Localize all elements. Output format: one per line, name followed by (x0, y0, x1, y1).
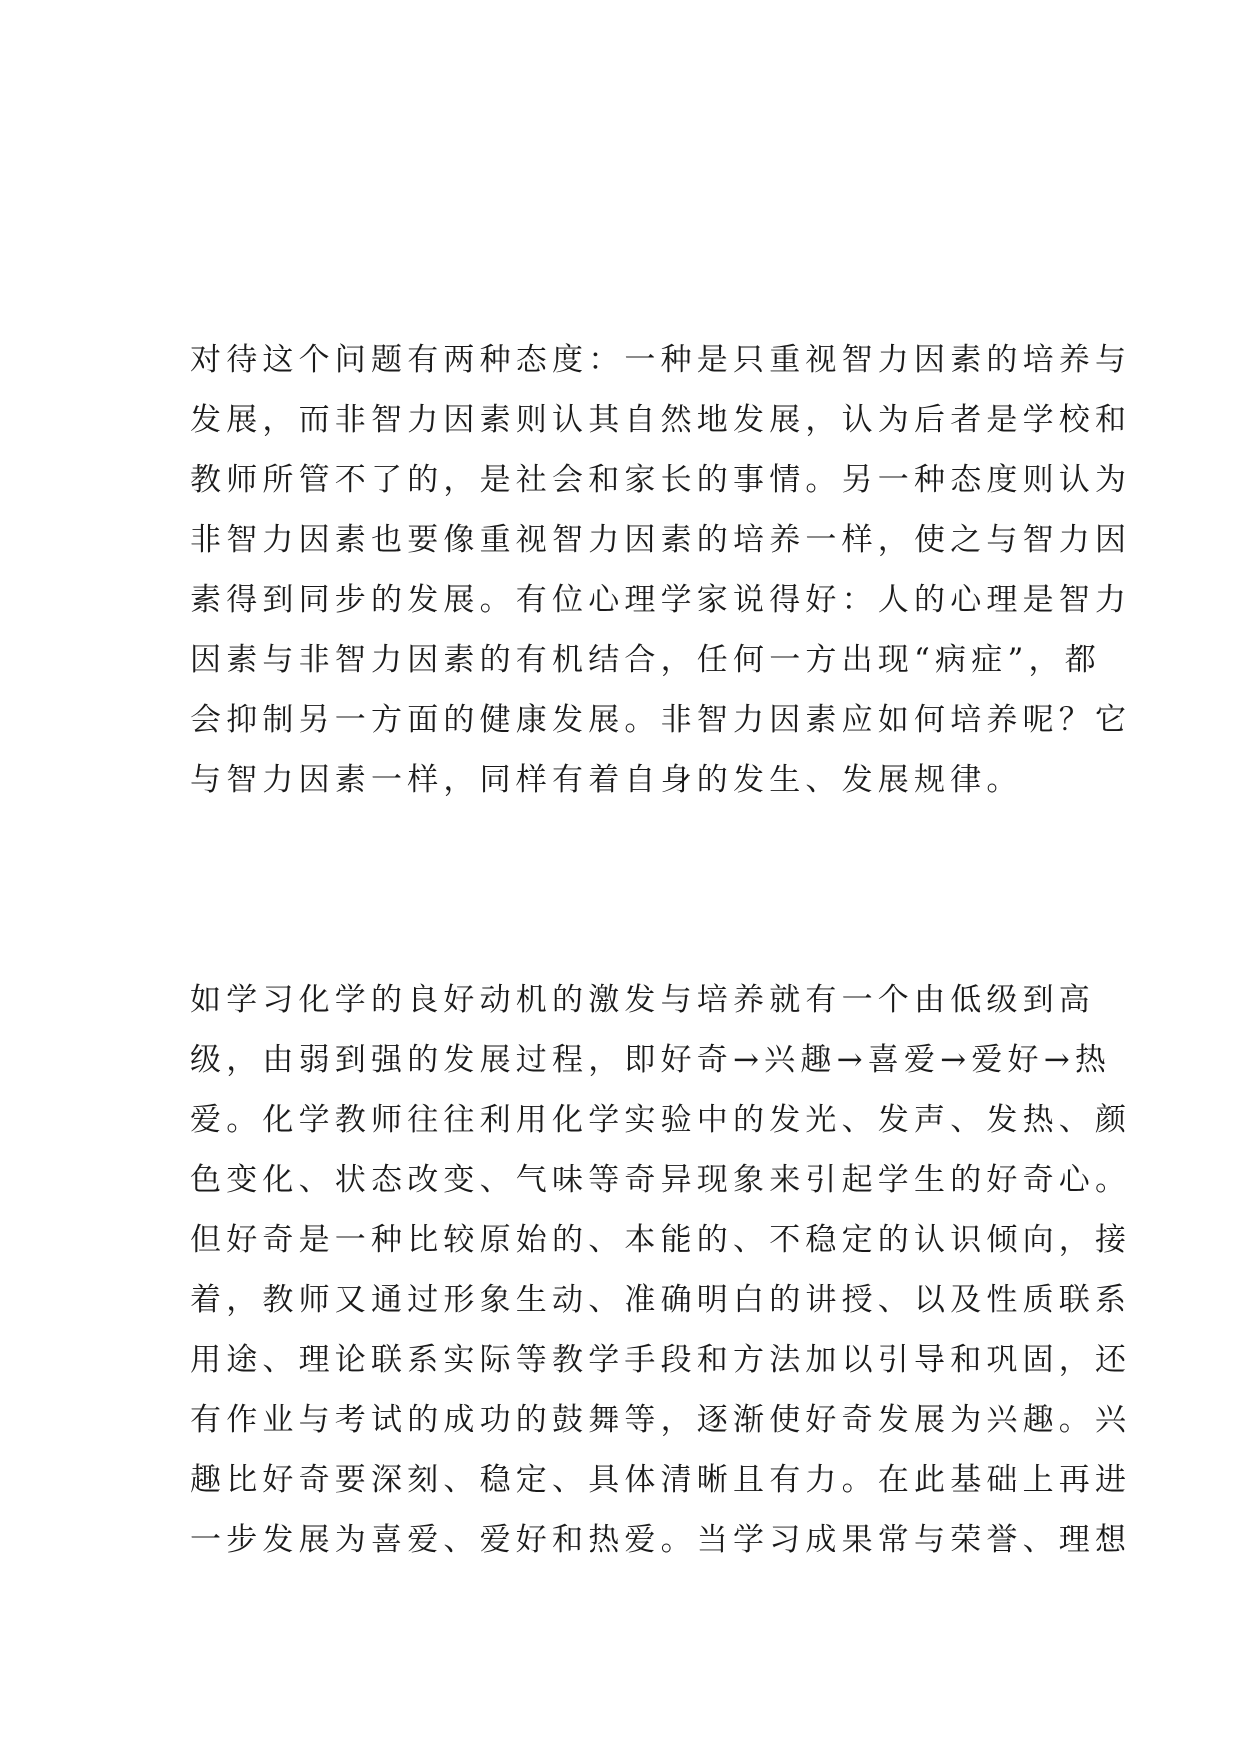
paragraph-attitudes (190, 330, 1132, 810)
text-line: 有作业与考试的成功的鼓舞等，逐渐使好奇发展为兴趣。兴 (190, 1402, 1132, 1438)
text-line: 如学习化学的良好动机的激发与培养就有一个由低级到高 (190, 982, 1095, 1018)
text-line: 非智力因素也要像重视智力因素的培养一样，使之与智力因 (190, 522, 1132, 558)
text-line: 素得到同步的发展。有位心理学家说得好：人的心理是智力 (190, 582, 1132, 618)
text-line: 会抑制另一方面的健康发展。非智力因素应如何培养呢？它 (190, 702, 1132, 738)
text-line: 发展，而非智力因素则认其自然地发展，认为后者是学校和 (190, 402, 1132, 438)
text-line: 但好奇是一种比较原始的、本能的、不稳定的认识倾向，接 (190, 1222, 1132, 1258)
paragraph-chemistry-motivation (190, 970, 1132, 1570)
text-line: 趣比好奇要深刻、稳定、具体清晰且有力。在此基础上再进 (190, 1462, 1132, 1498)
text-line: 用途、理论联系实际等教学手段和方法加以引导和巩固，还 (190, 1342, 1132, 1378)
text-line: 着，教师又通过形象生动、准确明白的讲授、以及性质联系 (190, 1282, 1132, 1318)
text-line: 教师所管不了的，是社会和家长的事情。另一种态度则认为 (190, 462, 1132, 498)
text-line: 与智力因素一样，同样有着自身的发生、发展规律。 (190, 762, 1023, 798)
text-line: 级，由弱到强的发展过程，即好奇→兴趣→喜爱→爱好→热 (190, 1042, 1112, 1078)
text-line: 色变化、状态改变、气味等奇异现象来引起学生的好奇心。 (190, 1162, 1132, 1198)
text-line: 因素与非智力因素的有机结合，任何一方出现“病症”，都 (190, 642, 1101, 678)
text-line: 一步发展为喜爱、爱好和热爱。当学习成果常与荣誉、理想 (190, 1522, 1132, 1558)
text-line: 爱。化学教师往往利用化学实验中的发光、发声、发热、颜 (190, 1102, 1132, 1138)
text-line: 对待这个问题有两种态度：一种是只重视智力因素的培养与 (190, 342, 1132, 378)
